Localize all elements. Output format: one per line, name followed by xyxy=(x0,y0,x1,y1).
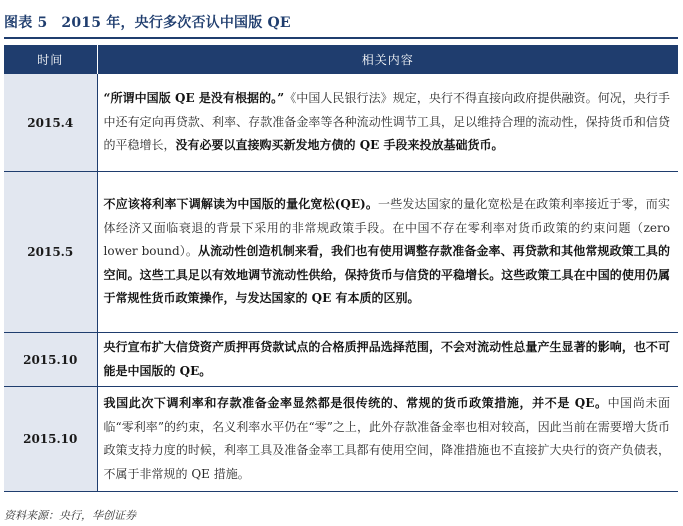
header-content: 相关内容 xyxy=(97,45,678,74)
content-segment: 没有必要以直接购买新发地方债的 QE 手段来投放基础货币。 xyxy=(175,138,504,153)
content-segment: 不应该将利率下调解读为中国版的量化宽松(QE)。 xyxy=(103,197,379,212)
content-segment: 一些发达国家的量化宽松是在政策利率接近于零，而实体经济又面临衰退的背景下采用的非常规政策手段。在中国不存在零利率对货币政策的约束问题（zero lower bound）。 xyxy=(103,197,670,259)
figure-title-text: 2015 年，央行多次否认中国版 QE xyxy=(61,15,291,31)
title-rule xyxy=(4,37,678,39)
row-date: 2015.5 xyxy=(4,172,97,333)
table-row xyxy=(4,74,678,172)
table-row xyxy=(4,172,678,333)
table-row xyxy=(4,333,678,387)
row-date: 2015.10 xyxy=(4,333,97,387)
table-header-row xyxy=(4,45,678,74)
row-content xyxy=(97,74,678,172)
row-date: 2015.4 xyxy=(4,74,97,172)
row-content xyxy=(97,333,678,387)
content-segment: “所谓中国版 QE 是没有根据的。” xyxy=(103,91,285,106)
content-segment: 央行宣布扩大信贷资产质押再贷款试点的合格质押品选择范围，不会对流动性总量产生显著的影响，也不可能是中国版的 QE。 xyxy=(103,340,670,378)
content-segment: 中国尚未面临“零利率”的约束，名义利率水平仍在“零”之上，此外存款准备金率也相对较高，因此当前在需要增大货币政策支持力度的时候，利率工具及准备金率工具都有使用空间，降准措施也不直接扩大央行的资产负债表，不属于非常规的 QE 措施。 xyxy=(103,396,670,481)
content-segment: 《中国人民银行法》规定，央行不得直接向政府提供融资。何况，央行手中还有定向再贷款、利率、存款准备金率等各种流动性调节工具，足以维持合理的流动性，保持货币和信贷的平稳增长， xyxy=(103,91,670,153)
qe-statements-table xyxy=(4,45,678,492)
content-segment: 我国此次下调利率和存款准备金率显然都是很传统的、常规的货币政策措施，并不是 QE。 xyxy=(103,396,608,410)
figure-label: 图表 5 xyxy=(4,15,48,31)
source-note: 资料来源：央行，华创证券 xyxy=(4,509,136,522)
figure-title xyxy=(4,12,291,32)
row-content xyxy=(97,172,678,333)
row-date: 2015.10 xyxy=(4,387,97,492)
table-row xyxy=(4,387,678,492)
header-time: 时间 xyxy=(4,45,97,74)
content-segment: 从流动性创造机制来看，我们也有使用调整存款准备金率、再贷款和其他常规政策工具的空间。这些工具足以有效地调节流动性供给，保持货币与信贷的平稳增长。这些政策工具在中国的使用仍属于常规性货币政策操作，与发达国家的 QE 有本质的区别。 xyxy=(103,244,670,306)
row-content xyxy=(97,387,678,492)
